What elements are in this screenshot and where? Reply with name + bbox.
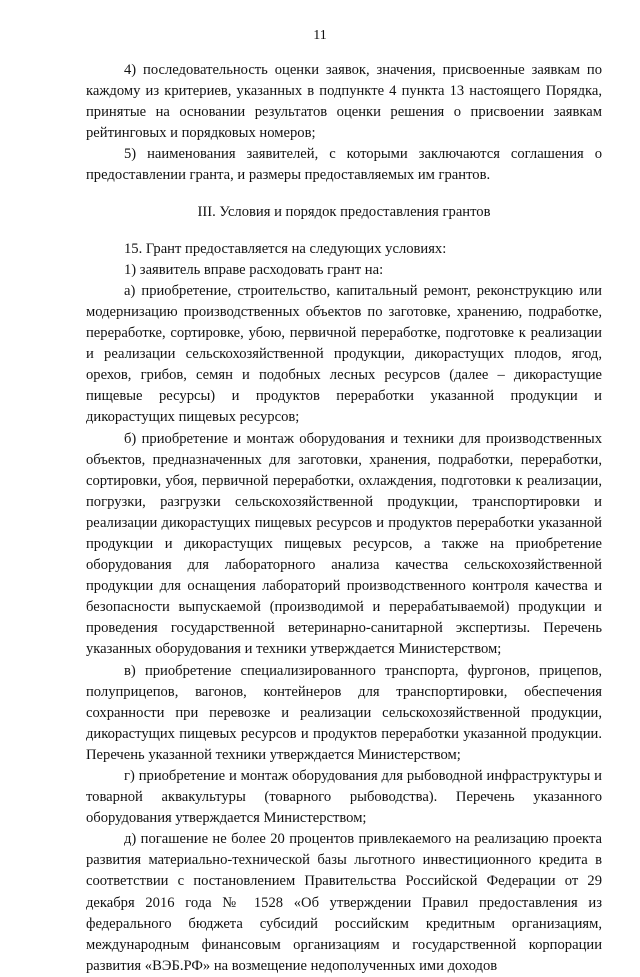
paragraph-subitem-b: б) приобретение и монтаж оборудования и техники для производственных объектов, предназначенных для заготовки, хранения, подработки, переработки, сортировки, убоя, первичной переработки, охлаждения, подготовки к реализации, погрузки, разгрузки сельскохозяйственной продукции, транспортировки и реализации дикорастущих пищевых ресурсов и продуктов переработки указанной продукции и дикорастущих пищевых ресурсов, а также на приобретение оборудования для лабораторного анализа качества сельскохозяйственной продукции для оснащения лабораторий производственного контроля качества и безопасности выпускаемой (производимой и перерабатываемой) продукции и проведения государственной ветеринарно-санитарной экспертизы. Перечень указанных оборудования и техники утверждается Министерством; <box>86 430 602 658</box>
paragraph-subitem-a: а) приобретение, строительство, капитальный ремонт, реконструкцию или модернизацию производственных объектов по заготовке, хранению, подработке, переработке, сортировке, убою, первичной переработке, подготовке к реализации и реализации сельскохозяйственной продукции, дикорастущих плодов, ягод, орехов, грибов, семян и подобных лесных ресурсов (далее – дикорастущие пищевые ресурсы) и продуктов переработки указанной продукции и дикорастущих пищевых ресурсов; <box>86 282 602 426</box>
section-heading: III. Условия и порядок предоставления грантов <box>197 203 491 220</box>
paragraph-subitem-d: д) погашение не более 20 процентов привлекаемого на реализацию проекта развития материально-технической базы льготного инвестиционного кредита в соответствии с постановлением Правительства Российской Федерации от 29 декабря 2016 года № 1528 «Об утверждении Правил предоставления из федерального бюджета субсидий российским кредитным организациям, международным финансовым организациям и государственной корпорации развития «ВЭБ.РФ» на возмещение недополученных ими доходов <box>86 831 602 974</box>
paragraph-item-4: 4) последовательность оценки заявок, значения, присвоенные заявкам по каждому из критериев, указанных в подпункте 4 пункта 13 настоящего Порядка, принятые на основании результатов оценки решения о присвоении заявкам рейтинговых и порядковых номеров; <box>86 62 602 142</box>
paragraph-subitem-g: г) приобретение и монтаж оборудования для рыбоводной инфраструктуры и товарной аквакультуры (товарного рыбоводства). Перечень указанного оборудования утверждается Министерством; <box>86 768 602 827</box>
paragraph-subitem-v: в) приобретение специализированного транспорта, фургонов, прицепов, полуприцепов, вагонов, контейнеров для транспортировки, обеспечения сохранности при перевозке и реализации сельскохозяйственной продукции, дикорастущих пищевых ресурсов и продуктов переработки указанной продукции. Перечень указанной техники утверждается Министерством; <box>86 662 602 763</box>
paragraph-clause-15: 15. Грант предоставляется на следующих условиях: <box>124 240 447 257</box>
paragraph-item-5: 5) наименования заявителей, с которыми заключаются соглашения о предоставлении гранта, и размеры предоставляемых им грантов. <box>86 146 602 184</box>
document-body <box>86 60 602 977</box>
page-number: 11 <box>313 28 327 43</box>
paragraph-subclause-1: 1) заявитель вправе расходовать грант на: <box>124 261 384 278</box>
